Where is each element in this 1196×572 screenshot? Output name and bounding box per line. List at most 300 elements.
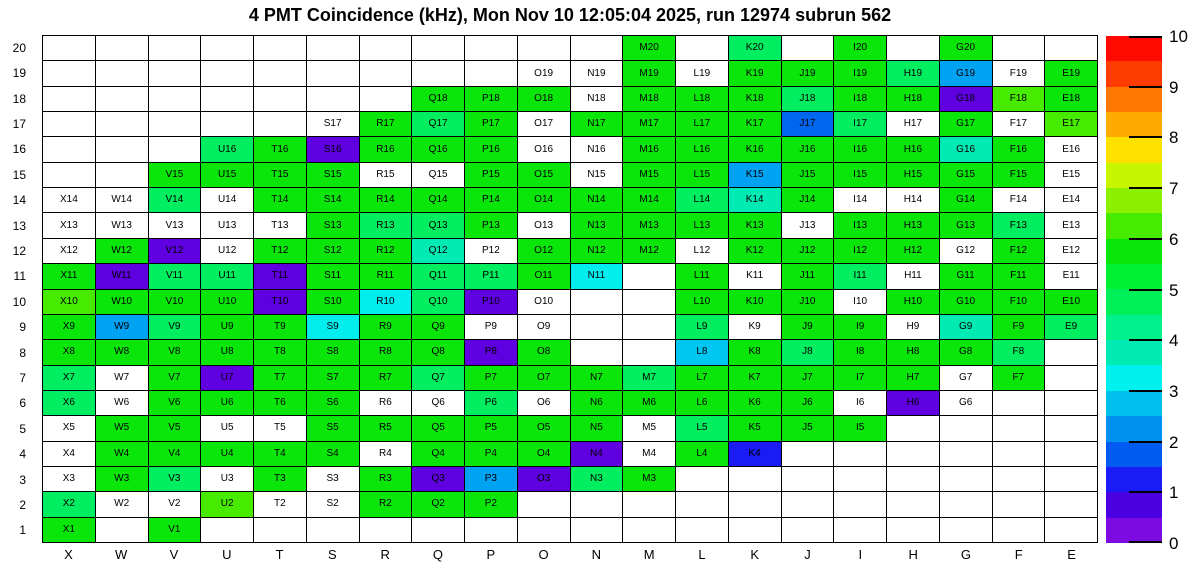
heatmap-cell: I11 [834,264,887,289]
heatmap-cell: H17 [887,112,940,137]
heatmap-cell [623,518,676,543]
heatmap-cell: N18 [571,87,624,112]
heatmap-cell: Q7 [412,366,465,391]
heatmap-cell [1045,492,1098,517]
heatmap-cell: T8 [254,340,307,365]
heatmap-cell: H11 [887,264,940,289]
heatmap-cell: F9 [993,315,1046,340]
heatmap-cell: R13 [360,213,413,238]
heatmap-cell: U4 [201,442,254,467]
heatmap-cell: M16 [623,137,676,162]
heatmap-cell: U14 [201,188,254,213]
heatmap-cell: N3 [571,467,624,492]
heatmap-cell [201,518,254,543]
heatmap-cell: K15 [729,163,782,188]
heatmap-cell [834,492,887,517]
colorbar-segment [1106,442,1162,467]
colorbar-tick [1129,136,1162,138]
heatmap-cell: H13 [887,213,940,238]
heatmap-cell [993,391,1046,416]
heatmap-cell: J18 [782,87,835,112]
heatmap-cell: L11 [676,264,729,289]
heatmap-cell: N12 [571,239,624,264]
heatmap-cell: P3 [465,467,518,492]
colorbar-tick [1129,339,1162,341]
heatmap-cell: P9 [465,315,518,340]
heatmap-cell: J17 [782,112,835,137]
heatmap-cell: E16 [1045,137,1098,162]
heatmap-cell: R10 [360,290,413,315]
heatmap-cell: Q2 [412,492,465,517]
heatmap-cell [782,467,835,492]
heatmap-cell [96,518,149,543]
colorbar-tick [1129,36,1162,38]
heatmap-cell [887,416,940,441]
heatmap-cell [43,61,96,86]
heatmap-cell [201,112,254,137]
heatmap-cell: L8 [676,340,729,365]
colorbar-tick [1129,491,1162,493]
heatmap-cell [676,518,729,543]
heatmap-cell [571,315,624,340]
heatmap-cell: I5 [834,416,887,441]
heatmap-cell: V14 [149,188,202,213]
heatmap-cell [571,518,624,543]
heatmap-cell: P8 [465,340,518,365]
heatmap-cell [993,416,1046,441]
heatmap-cell: M6 [623,391,676,416]
heatmap-cell: F16 [993,137,1046,162]
heatmap-cell: U11 [201,264,254,289]
heatmap-cell: K7 [729,366,782,391]
heatmap-cell: S14 [307,188,360,213]
heatmap-cell: M18 [623,87,676,112]
chart-title: 4 PMT Coincidence (kHz), Mon Nov 10 12:05:04 2025, run 12974 subrun 562 [248,5,892,25]
heatmap-cell: M20 [623,36,676,61]
heatmap-cell [412,36,465,61]
heatmap-cell: I20 [834,36,887,61]
heatmap-cell: I10 [834,290,887,315]
heatmap-cell: P5 [465,416,518,441]
heatmap-cell: F15 [993,163,1046,188]
heatmap-cell [96,137,149,162]
heatmap-cell [623,492,676,517]
heatmap-cell: R15 [360,163,413,188]
heatmap-cell: H6 [887,391,940,416]
heatmap-cell: L5 [676,416,729,441]
row-axis-label: 12 [12,243,26,258]
heatmap-cell: I16 [834,137,887,162]
heatmap-cell: H8 [887,340,940,365]
colorbar-tick-label: 7 [1169,179,1179,199]
heatmap-cell [940,518,993,543]
heatmap-cell: K17 [729,112,782,137]
row-axis-label: 11 [13,269,26,284]
heatmap-cell: H9 [887,315,940,340]
heatmap-cell: Q12 [412,239,465,264]
heatmap-cell: P13 [465,213,518,238]
heatmap-cell: F7 [993,366,1046,391]
heatmap-cell: H14 [887,188,940,213]
heatmap-cell: G8 [940,340,993,365]
heatmap-cell: I15 [834,163,887,188]
colorbar-segment [1106,518,1162,543]
heatmap-cell: P6 [465,391,518,416]
heatmap-cell: T9 [254,315,307,340]
heatmap-cell: T3 [254,467,307,492]
heatmap-cell: I18 [834,87,887,112]
heatmap-cell: I9 [834,315,887,340]
heatmap-cell [887,467,940,492]
heatmap-cell [149,36,202,61]
column-axis-label: F [1014,547,1023,562]
row-axis-label: 5 [19,421,26,436]
heatmap-cell: V8 [149,340,202,365]
heatmap-cell: R6 [360,391,413,416]
column-axis-label: P [486,547,496,562]
heatmap-cell: S3 [307,467,360,492]
heatmap-cell: E15 [1045,163,1098,188]
heatmap-cell [887,492,940,517]
heatmap-cell: V15 [149,163,202,188]
heatmap-cell: M13 [623,213,676,238]
heatmap-cell: I12 [834,239,887,264]
heatmap-cell [149,137,202,162]
heatmap-cell: H12 [887,239,940,264]
heatmap-cell: U7 [201,366,254,391]
heatmap-cell: T13 [254,213,307,238]
colorbar-tick-label: 2 [1169,432,1179,452]
heatmap-cell [201,87,254,112]
heatmap-cell: L9 [676,315,729,340]
heatmap-cell [782,36,835,61]
heatmap-cell: J13 [782,213,835,238]
heatmap-cell: O9 [518,315,571,340]
heatmap-cell [360,87,413,112]
heatmap-cell [96,163,149,188]
heatmap-cell: H16 [887,137,940,162]
heatmap-cell: S13 [307,213,360,238]
heatmap-cell: R3 [360,467,413,492]
heatmap-cell: K18 [729,87,782,112]
heatmap-cell: Q17 [412,112,465,137]
heatmap-cell: E9 [1045,315,1098,340]
colorbar-tick-label: 0 [1169,534,1179,553]
heatmap-cell: S15 [307,163,360,188]
colorbar-segment [1106,87,1162,112]
heatmap-cell [623,340,676,365]
heatmap-cell: J10 [782,290,835,315]
heatmap-cell [307,87,360,112]
colorbar-segment [1106,467,1162,492]
heatmap-cell: G11 [940,264,993,289]
heatmap-cell: M7 [623,366,676,391]
heatmap-cell: L17 [676,112,729,137]
column-axis-label: O [538,547,549,562]
heatmap-cell: I13 [834,213,887,238]
heatmap-cell: Q14 [412,188,465,213]
heatmap-cell: O18 [518,87,571,112]
heatmap-cell [993,36,1046,61]
heatmap-cell: P2 [465,492,518,517]
colorbar-segment [1106,416,1162,441]
heatmap-cell: V6 [149,391,202,416]
heatmap-cell: W11 [96,264,149,289]
heatmap-cell: W2 [96,492,149,517]
heatmap-cell: H10 [887,290,940,315]
heatmap-cell: V13 [149,213,202,238]
heatmap-cell: I14 [834,188,887,213]
heatmap-cell: R11 [360,264,413,289]
colorbar-tick [1129,541,1162,543]
heatmap-cell: X2 [43,492,96,517]
heatmap-cell: N6 [571,391,624,416]
heatmap-cell [571,492,624,517]
heatmap-cell: L7 [676,366,729,391]
heatmap-cell [518,492,571,517]
heatmap-cell: J14 [782,188,835,213]
colorbar-tick-label: 1 [1169,483,1179,503]
colorbar-segment [1106,163,1162,188]
colorbar-segment [1106,61,1162,86]
heatmap-cell: X13 [43,213,96,238]
heatmap-cell: G10 [940,290,993,315]
heatmap-cell: Q5 [412,416,465,441]
heatmap-cell [307,36,360,61]
heatmap-cell [1045,467,1098,492]
heatmap-cell: K16 [729,137,782,162]
colorbar-segment [1106,264,1162,289]
heatmap-cell: O8 [518,340,571,365]
column-axis-label: R [380,547,390,562]
heatmap-cell [729,518,782,543]
heatmap-cell: P7 [465,366,518,391]
heatmap-cell: F11 [993,264,1046,289]
column-axis-label: I [858,547,863,562]
heatmap-cell [993,442,1046,467]
heatmap-cell: G13 [940,213,993,238]
heatmap-cell: P11 [465,264,518,289]
heatmap-cell [1045,366,1098,391]
row-axis-label: 15 [12,167,26,182]
heatmap-cell: G20 [940,36,993,61]
heatmap-cell: J19 [782,61,835,86]
heatmap-cell: G16 [940,137,993,162]
heatmap-cell: L19 [676,61,729,86]
heatmap-cell: G17 [940,112,993,137]
heatmap-cell: P18 [465,87,518,112]
column-axis-label: M [643,547,655,562]
heatmap-cell [1045,36,1098,61]
heatmap-cell: E19 [1045,61,1098,86]
heatmap-cell: S7 [307,366,360,391]
heatmap-cell: O14 [518,188,571,213]
colorbar-tick-label: 5 [1169,280,1179,300]
heatmap-cell: L6 [676,391,729,416]
heatmap-cell: N17 [571,112,624,137]
column-axis-label: G [960,547,971,562]
heatmap-cell: T10 [254,290,307,315]
heatmap-cell: F13 [993,213,1046,238]
heatmap-cell [96,61,149,86]
heatmap-cell: W9 [96,315,149,340]
heatmap-cell: O6 [518,391,571,416]
column-axis-label: J [804,547,811,562]
heatmap-cell: W6 [96,391,149,416]
heatmap-cell: M19 [623,61,676,86]
heatmap-cell: E13 [1045,213,1098,238]
heatmap-cell: U8 [201,340,254,365]
heatmap-cell: O3 [518,467,571,492]
heatmap-cell [149,112,202,137]
heatmap-cell: X5 [43,416,96,441]
heatmap-cell: S10 [307,290,360,315]
heatmap-cell [254,61,307,86]
colorbar-tick [1129,187,1162,189]
heatmap-cell [360,518,413,543]
heatmap-cell: L12 [676,239,729,264]
heatmap-cell: V4 [149,442,202,467]
row-axis-label: 20 [12,40,26,55]
row-axis-label: 19 [12,66,26,81]
heatmap-cell: G9 [940,315,993,340]
heatmap-cell: O12 [518,239,571,264]
colorbar-tick [1129,289,1162,291]
colorbar-segment [1106,213,1162,238]
row-axis-label: 4 [19,447,26,462]
heatmap-cell [887,36,940,61]
heatmap-cell: H7 [887,366,940,391]
heatmap-cell: N11 [571,264,624,289]
heatmap-cell [43,163,96,188]
heatmap-cell: J11 [782,264,835,289]
heatmap-cell: W12 [96,239,149,264]
heatmap-cell [360,61,413,86]
heatmap-cell: J16 [782,137,835,162]
column-axis-label: T [275,547,284,562]
heatmap-cell: V2 [149,492,202,517]
heatmap-cell [254,87,307,112]
colorbar-segment [1106,340,1162,365]
heatmap-cell [729,467,782,492]
heatmap-cell: V12 [149,239,202,264]
heatmap-cell: S9 [307,315,360,340]
colorbar-segment [1106,137,1162,162]
heatmap-cell [96,112,149,137]
heatmap-cell: G18 [940,87,993,112]
heatmap-cell: M15 [623,163,676,188]
heatmap-cell: E18 [1045,87,1098,112]
heatmap-cell [834,518,887,543]
heatmap-cell: J9 [782,315,835,340]
heatmap-cell [782,518,835,543]
heatmap-cell [96,36,149,61]
heatmap-cell: O7 [518,366,571,391]
heatmap-cell: W4 [96,442,149,467]
heatmap-cell: R12 [360,239,413,264]
heatmap-cell: G15 [940,163,993,188]
heatmap-cell: J8 [782,340,835,365]
heatmap-cell: W3 [96,467,149,492]
row-axis-label: 7 [19,370,26,385]
heatmap-cell: Q18 [412,87,465,112]
heatmap-cell [465,36,518,61]
heatmap-cell: F12 [993,239,1046,264]
colorbar-tick-label: 3 [1169,381,1179,401]
heatmap-cell: S11 [307,264,360,289]
row-axis-label: 16 [12,142,26,157]
heatmap-cell [887,518,940,543]
colorbar-segment [1106,112,1162,137]
heatmap-cell: X9 [43,315,96,340]
heatmap-cell: P4 [465,442,518,467]
heatmap-cell: S17 [307,112,360,137]
heatmap-cell: V3 [149,467,202,492]
heatmap-cell [254,112,307,137]
heatmap-cell [307,61,360,86]
heatmap-cell: I19 [834,61,887,86]
heatmap-cell: M14 [623,188,676,213]
heatmap-cell: T11 [254,264,307,289]
heatmap-cell: L16 [676,137,729,162]
heatmap-cell: Q13 [412,213,465,238]
heatmap-cell: J6 [782,391,835,416]
heatmap-cell: X1 [43,518,96,543]
heatmap-cell: K19 [729,61,782,86]
heatmap-cell [940,467,993,492]
heatmap-cell: L13 [676,213,729,238]
heatmap-cell [43,87,96,112]
heatmap-cell [43,112,96,137]
heatmap-cell: L4 [676,442,729,467]
heatmap-cell: L18 [676,87,729,112]
heatmap-cell [254,36,307,61]
heatmap-cell: R9 [360,315,413,340]
column-axis-label: Q [432,547,444,562]
heatmap-cell: E12 [1045,239,1098,264]
colorbar-segment [1106,36,1162,61]
heatmap-cell: S2 [307,492,360,517]
heatmap-cell: J7 [782,366,835,391]
colorbar-segment [1106,188,1162,213]
column-axis-label: X [64,547,73,562]
heatmap-cell: R5 [360,416,413,441]
heatmap-cell: J12 [782,239,835,264]
colorbar-tick-label: 9 [1169,77,1179,97]
heatmap-cell: T2 [254,492,307,517]
heatmap-cell: I7 [834,366,887,391]
heatmap-cell [465,518,518,543]
heatmap-cell: R8 [360,340,413,365]
heatmap-cell: S6 [307,391,360,416]
heatmap-cell [96,87,149,112]
heatmap-cell: E14 [1045,188,1098,213]
heatmap-cell [729,492,782,517]
heatmap-cell: X7 [43,366,96,391]
heatmap-cell: Q4 [412,442,465,467]
heatmap-cell: T15 [254,163,307,188]
heatmap-cell: X8 [43,340,96,365]
heatmap-cell [834,442,887,467]
colorbar-segment [1106,365,1162,390]
heatmap-cell: X11 [43,264,96,289]
heatmap-grid [42,35,1098,543]
heatmap-cell [412,518,465,543]
heatmap-cell: T14 [254,188,307,213]
row-axis-label: 1 [19,523,26,538]
heatmap-cell [43,36,96,61]
x-axis-column-labels [42,547,1098,565]
